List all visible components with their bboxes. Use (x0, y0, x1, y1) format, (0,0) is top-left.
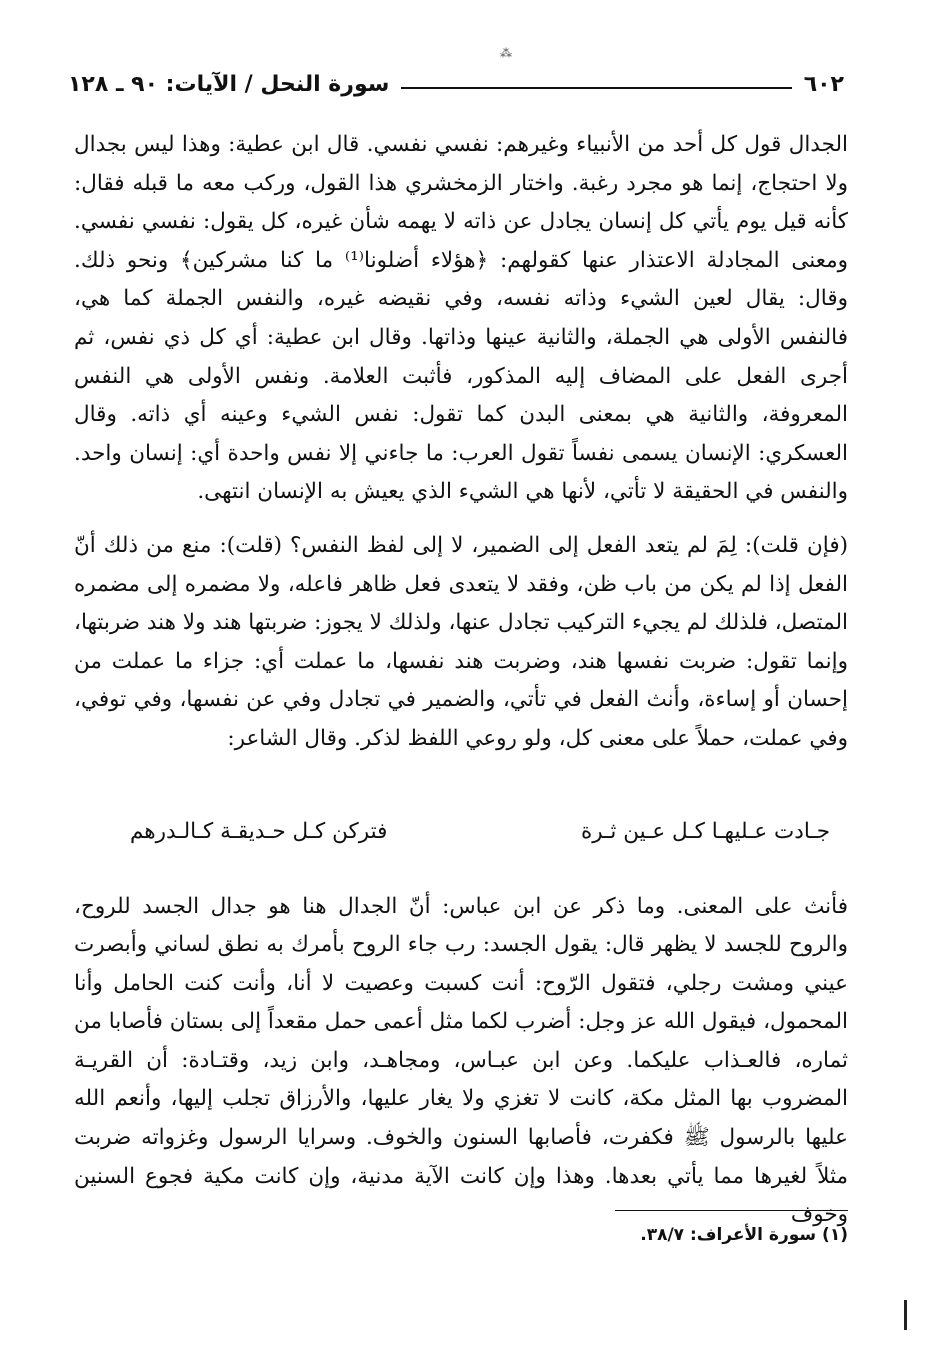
running-title: سورة النحل / الآيات: ٩٠ ـ ١٢٨ (68, 71, 390, 97)
page-header (68, 62, 844, 106)
verse-first-hemistich: جـادت عـليهـا كـل عـين ثـرة (581, 819, 830, 844)
poetry-verse (130, 814, 830, 850)
paragraph: الجدال قول كل أحد من الأنبياء وغيرهم: نفسي نفسي. قال ابن عطية: وهذا ليس بجدال ولا احتجاج، إنما هو مجرد رغبة. واختار الزمخشري هذا القول، وركب معه ما قبله فقال: كأنه قيل يوم يأتي كل إنسان يجادل عن ذاته لا يهمه شأن غيره، كل يقول: نفسي نفسي. ومعنى المجادلة الاعتذار عنها كقولهم: ﴿هؤلاء أضلونا⁽¹⁾ ما كنا مشركين﴾ ونحو ذلك. وقال: يقال لعين الشيء وذاته نفسه، وفي نقيضه غيره، والنفس الجملة كما هي، فالنفس الأولى هي الجملة، والثانية عينها وذاتها. وقال ابن عطية: أي كل ذي نفس، ثم أجرى الفعل على المضاف إليه المذكور، فأثبت العلامة. ونفس الأولى هي النفس المعروفة، والثانية هي بمعنى البدن كما تقول: نفس الشيء وعينه أي ذاته. وقال العسكري: الإنسان يسمى نفساً تقول العرب: ما جاءني إلا نفس واحدة أي: إنسان واحد. والنفس في الحقيقة لا تأتي، لأنها هي الشيء الذي يعيش به الإنسان انتهى. (74, 132, 848, 505)
header-rule (401, 87, 791, 89)
footnote: (١) سورة الأعراف: ٣٨/٧. (640, 1225, 848, 1245)
paragraph: فأنث على المعنى. وما ذكر عن ابن عباس: أنّ الجدال هنا هو جدال الجسد للروح، والروح للجسد لا يظهر قال: يقول الجسد: رب جاء الروح بأمرك به نطق لساني وأبصرت عيني ومشت رجلي، فتقول الرّوح: أنت كسبت وعصيت لا أنا، وأنت كنت الحامل وأنا المحمول، فيقول الله عز وجل: أضرب لكما مثل أعمى حمل مقعداً إلى بستان فأصابا من ثماره، فالعـذاب عليكما. وعن ابن عبـاس، ومجاهـد، وابن زيد، وقتـادة: أن القريـة المضروب بها المثل مكة، كانت لا تغزي ولا يغار عليها، والأرزاق تجلب إليها، وأنعم الله عليها بالرسول ﷺ فكفرت، فأصابها السنون والخوف. وسرايا الرسول وغزواته ضربت مثلاً لغيرها مما يأتي بعدها. وهذا وإن كانت الآية مدنية، وإن كانت مكية فجوع السنين وخوف (74, 893, 848, 1228)
footnote-rule (615, 1210, 848, 1211)
ornament-mark: ⁂ (500, 46, 512, 60)
scan-edge-mark (904, 1300, 907, 1330)
paragraph: (فإن قلت): لِمَ لم يتعد الفعل إلى الضمير، لا إلى لفظ النفس؟ (قلت): منع من ذلك أنّ الفعل إذا لم يكن من باب ظن، وفقد لا يتعدى فعل ظاهر فاعله، ولا مضمره إلى مضمره المتصل، فلذلك لم يجيء التركيب تجادل عنها، ولذلك لا يجوز: ضربتها هند ولا هند ضربتها، وإنما تقول: ضربت نفسها هند، وضربت هند نفسها، ما عملت أي: جزاء ما عملت من إحسان أو إساءة، وأنث الفعل في تأتي، والضمير في تجادل وفي عن نفسها، وفي توفي، وفي عملت، حملاً على معنى كل، ولو روعي اللفظ لذكر. وقال الشاعر: (74, 532, 848, 751)
main-text-continued (74, 866, 848, 1256)
page-number: ٦٠٢ (803, 71, 844, 97)
main-text (74, 126, 848, 759)
verse-second-hemistich: فتركن كـل حـديقـة كـالـدرهم (130, 819, 388, 844)
